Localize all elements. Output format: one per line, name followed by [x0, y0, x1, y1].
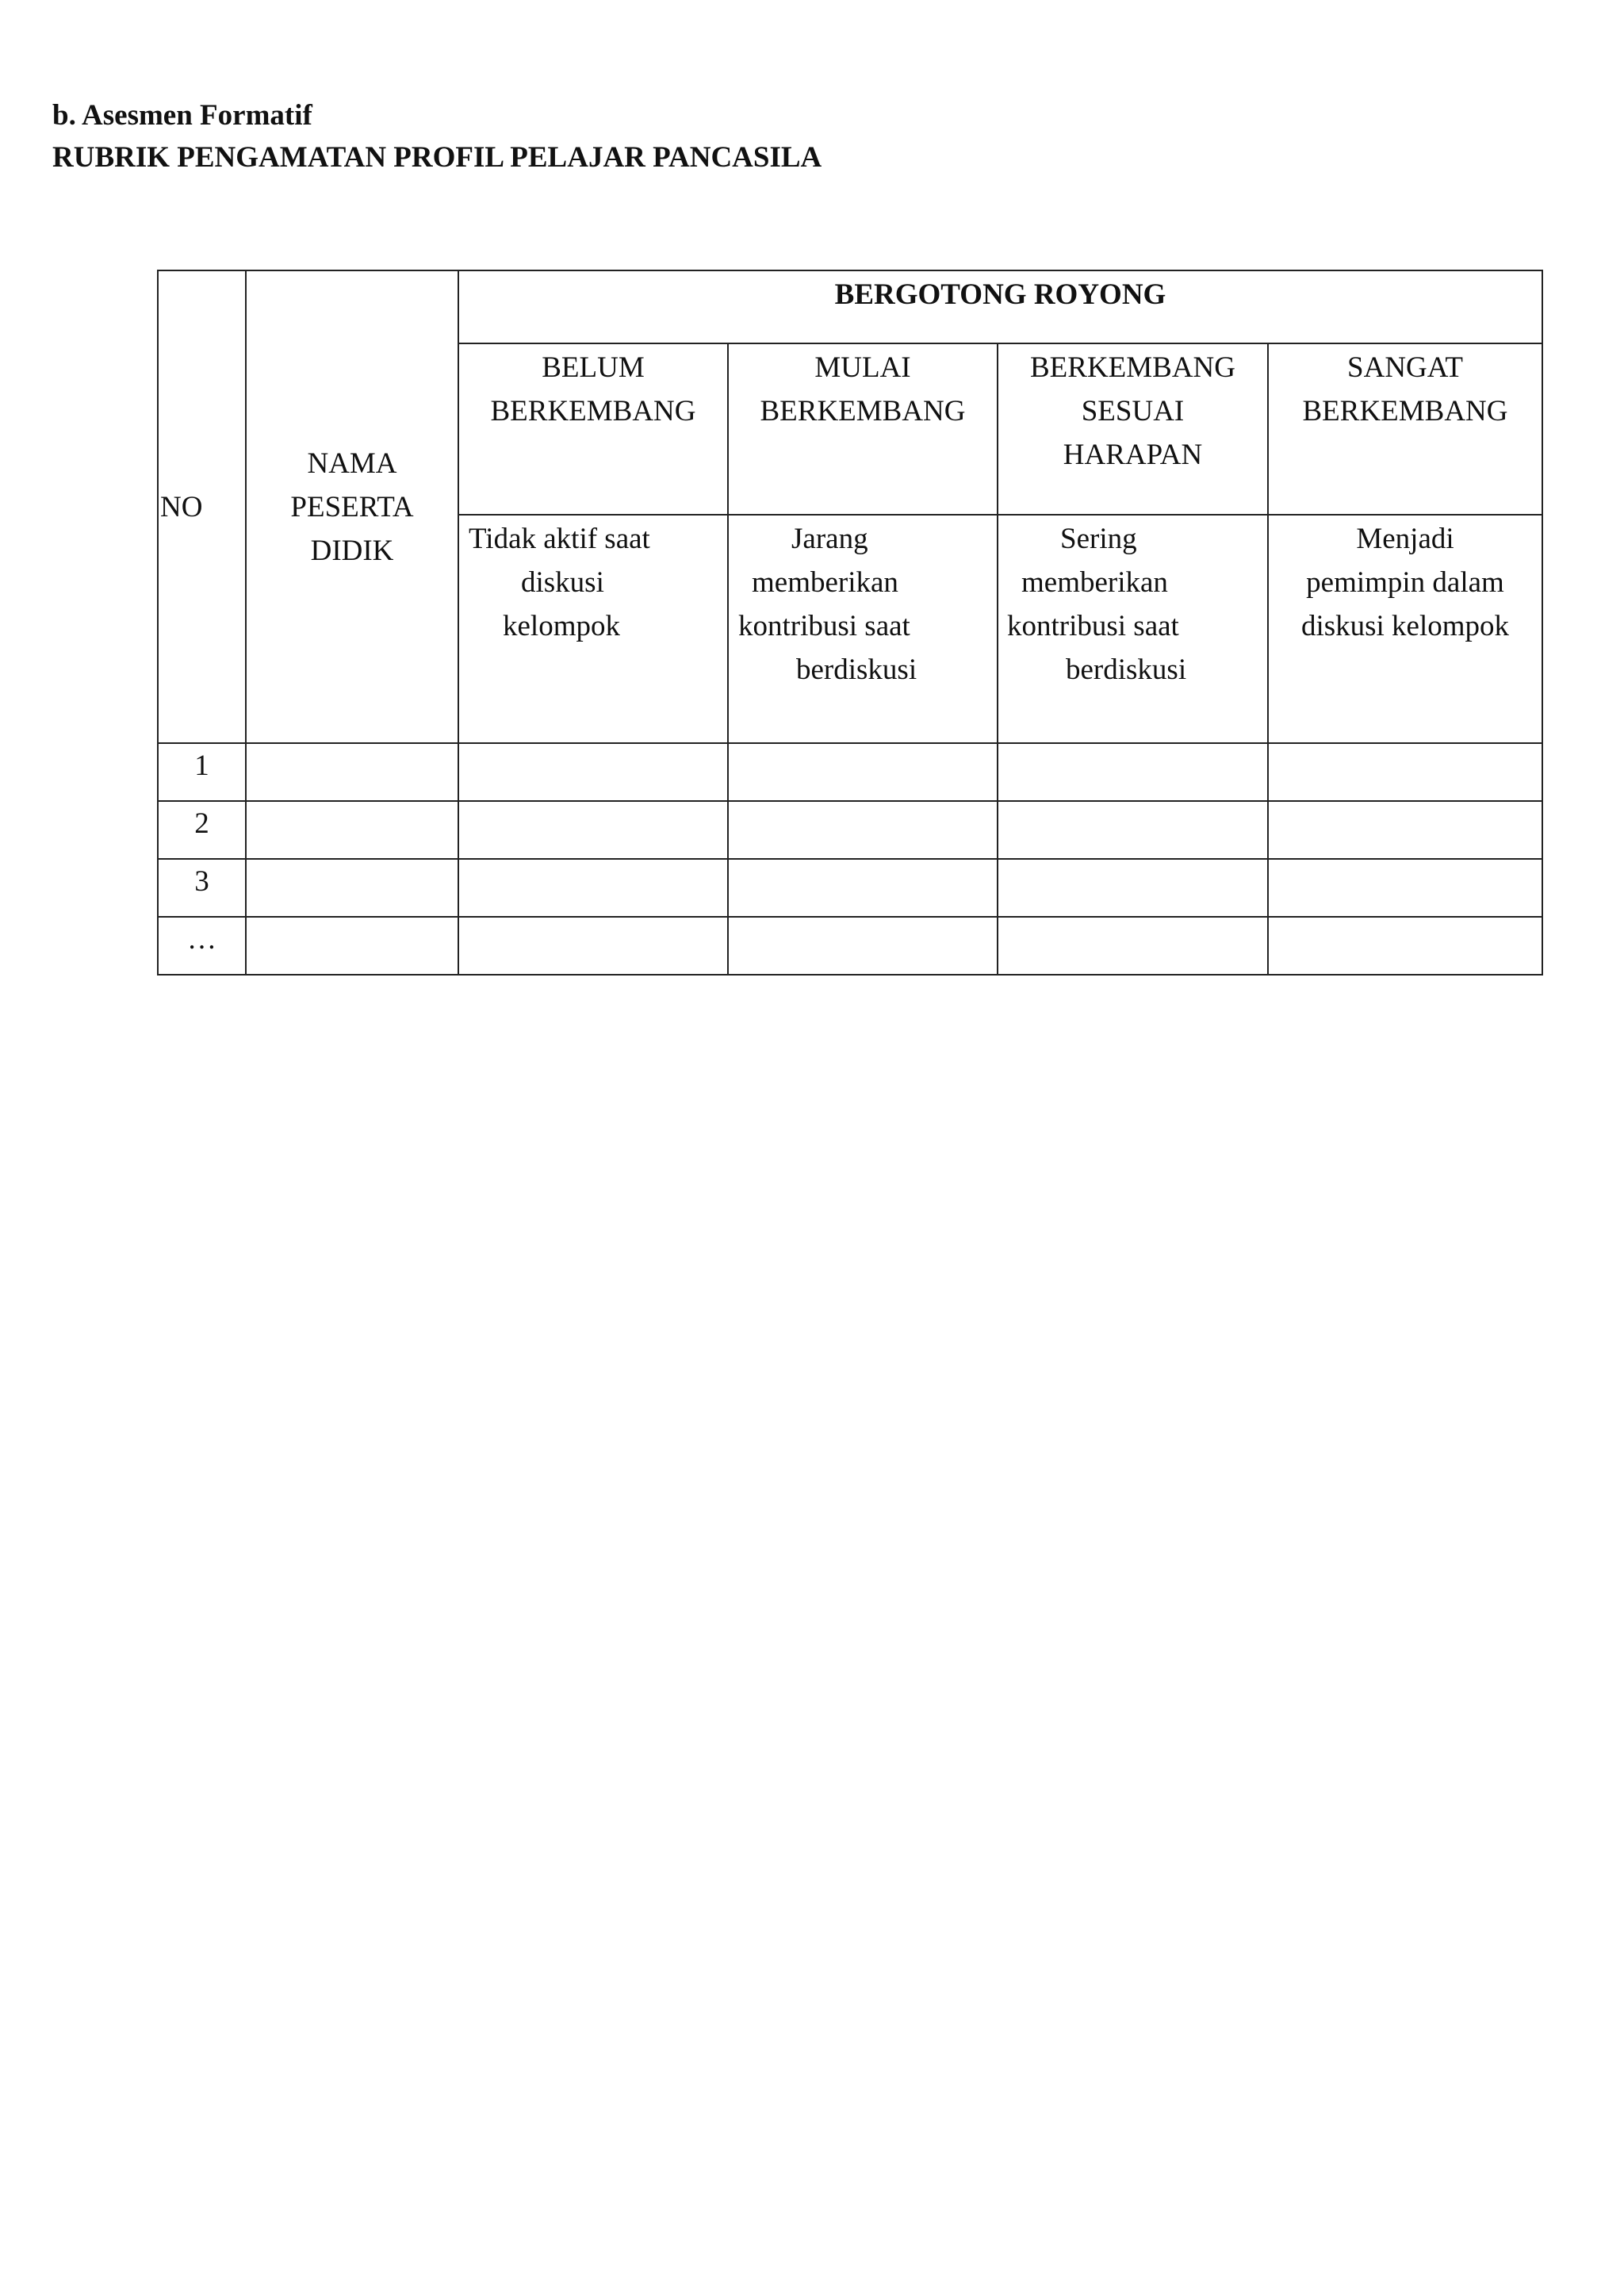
level-line: HARAPAN	[1063, 439, 1203, 471]
rubric-table	[157, 270, 1543, 976]
score-cell[interactable]	[458, 917, 728, 975]
table-row	[158, 801, 1542, 859]
table-row	[158, 917, 1542, 975]
score-cell[interactable]	[998, 743, 1268, 801]
section-heading: b. Asesmen Formatif	[52, 99, 312, 132]
descriptor-line: berdiskusi	[796, 654, 917, 686]
score-cell[interactable]	[1268, 859, 1542, 917]
level-berkembang-sesuai-harapan	[998, 343, 1268, 515]
name-cell[interactable]	[246, 859, 458, 917]
descriptor-line: memberikan	[752, 566, 898, 599]
descriptor-line: pemimpin dalam	[1306, 566, 1504, 599]
descriptor-line: Menjadi	[1356, 523, 1454, 555]
descriptor-line: kelompok	[503, 610, 620, 642]
score-cell[interactable]	[458, 859, 728, 917]
name-cell[interactable]	[246, 801, 458, 859]
score-cell[interactable]	[728, 917, 998, 975]
descriptor-mulai-berkembang	[728, 515, 998, 743]
score-cell[interactable]	[998, 859, 1268, 917]
descriptor-sangat-berkembang	[1268, 515, 1542, 743]
header-no-label: NO	[160, 490, 203, 523]
score-cell[interactable]	[728, 743, 998, 801]
descriptor-line: diskusi kelompok	[1300, 610, 1510, 642]
level-mulai-berkembang	[728, 343, 998, 515]
name-cell[interactable]	[246, 743, 458, 801]
descriptor-belum-berkembang	[458, 515, 728, 743]
score-cell[interactable]	[458, 801, 728, 859]
score-cell[interactable]	[458, 743, 728, 801]
score-cell[interactable]	[1268, 801, 1542, 859]
level-line: BERKEMBANG	[1029, 351, 1236, 384]
level-line: BELUM	[542, 351, 645, 384]
level-line: BERKEMBANG	[490, 395, 696, 427]
score-cell[interactable]	[1268, 917, 1542, 975]
row-number: …	[158, 917, 246, 975]
table-row	[158, 743, 1542, 801]
descriptor-line: diskusi	[521, 566, 604, 599]
row-number: 2	[158, 801, 246, 859]
header-nama-line: DIDIK	[310, 534, 394, 567]
header-no	[158, 270, 246, 743]
descriptor-berkembang-sesuai-harapan	[998, 515, 1268, 743]
level-line: MULAI	[814, 351, 911, 384]
header-nama-line: PESERTA	[290, 490, 414, 523]
score-cell[interactable]	[728, 859, 998, 917]
level-sangat-berkembang	[1268, 343, 1542, 515]
score-cell[interactable]	[1268, 743, 1542, 801]
row-number: 3	[158, 859, 246, 917]
document-title: RUBRIK PENGAMATAN PROFIL PELAJAR PANCASILA	[52, 141, 822, 174]
header-nama-peserta-didik	[246, 270, 458, 743]
level-line: SANGAT	[1347, 351, 1463, 384]
score-cell[interactable]	[728, 801, 998, 859]
score-cell[interactable]	[998, 917, 1268, 975]
descriptor-line: berdiskusi	[1066, 654, 1187, 686]
descriptor-line: memberikan	[1021, 566, 1168, 599]
descriptor-line: kontribusi saat	[738, 610, 910, 642]
table-row	[158, 859, 1542, 917]
header-nama-line: NAMA	[307, 447, 397, 480]
level-line: SESUAI	[1081, 395, 1185, 427]
score-cell[interactable]	[998, 801, 1268, 859]
level-belum-berkembang	[458, 343, 728, 515]
row-number: 1	[158, 743, 246, 801]
descriptor-line: kontribusi saat	[1007, 610, 1179, 642]
header-dimension: BERGOTONG ROYONG	[458, 270, 1542, 343]
descriptor-line: Jarang	[791, 523, 868, 555]
level-line: BERKEMBANG	[1302, 395, 1508, 427]
descriptor-line: Sering	[1060, 523, 1137, 555]
descriptor-line: Tidak aktif saat	[469, 523, 650, 555]
name-cell[interactable]	[246, 917, 458, 975]
level-line: BERKEMBANG	[760, 395, 966, 427]
